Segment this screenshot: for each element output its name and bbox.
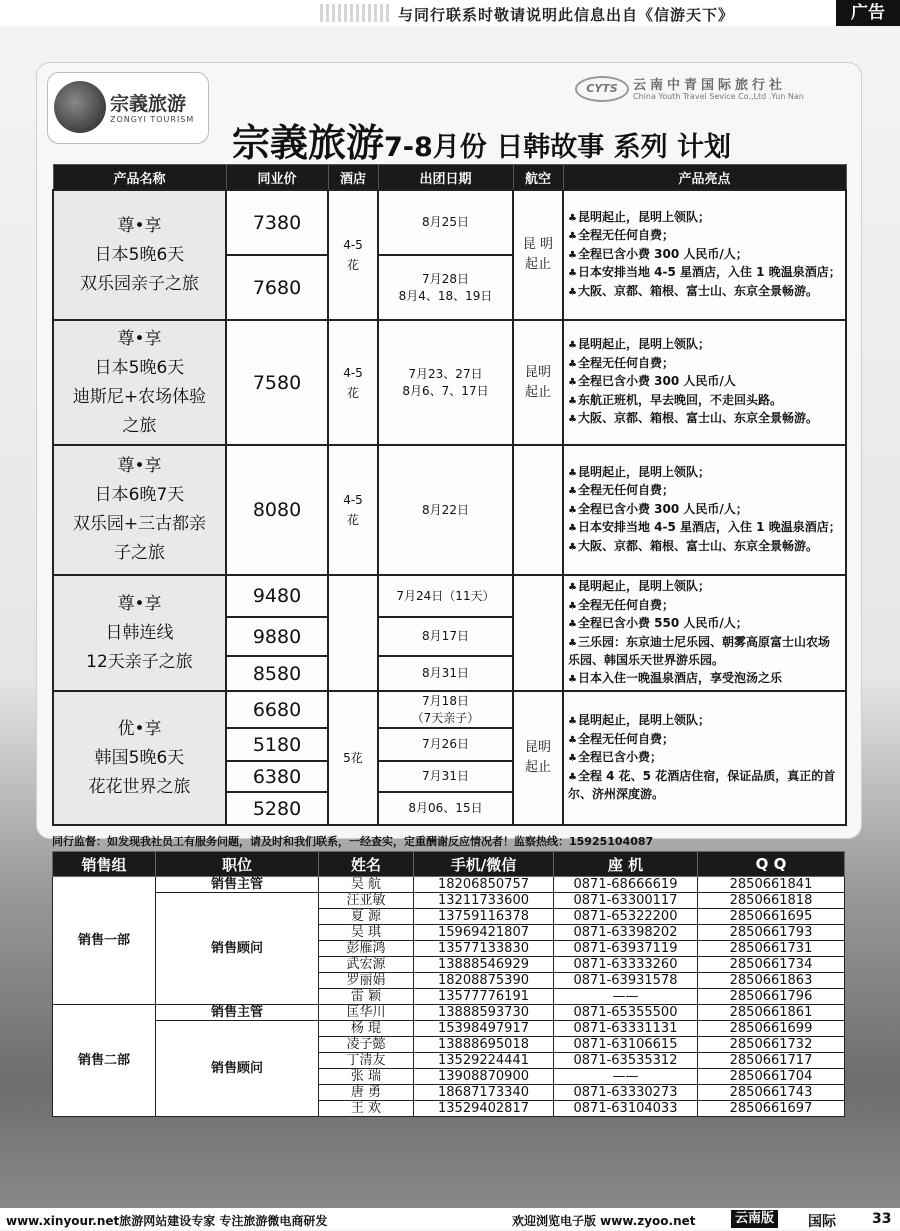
col-header-position: 职位 <box>156 852 319 877</box>
product-name-line: 日本5晚6天 <box>94 357 185 378</box>
product-hotel-line: 4-5 <box>343 493 363 507</box>
departure-date-line: 7月23、27日 <box>408 366 483 381</box>
product-highlights <box>563 190 846 320</box>
col-header-name: 姓名 <box>319 852 414 877</box>
highlight-item: ♣ 昆明起止，昆明上领队； <box>568 336 841 355</box>
col-header-flight: 航空 <box>513 165 563 191</box>
staff-mobile: 13888695018 <box>414 1037 554 1053</box>
staff-landline: 0871-63535312 <box>554 1053 698 1069</box>
col-header-price: 同业价 <box>226 165 328 191</box>
staff-landline: —— <box>554 989 698 1005</box>
staff-row <box>53 1021 845 1037</box>
product-name-line: 尊•享 <box>117 456 162 476</box>
staff-qq: 2850661796 <box>698 989 845 1005</box>
product-name <box>53 190 226 320</box>
departure-date-line: 8月6、7、17日 <box>402 383 489 398</box>
departure-date-line: 7月18日 <box>422 693 469 708</box>
departure-date-line: 8月17日 <box>422 629 469 644</box>
staff-qq: 2850661818 <box>698 893 845 909</box>
product-name-line: 双乐园亲子之旅 <box>80 273 199 294</box>
staff-position: 销售顾问 <box>156 893 319 1005</box>
staff-qq: 2850661697 <box>698 1101 845 1117</box>
product-name-line: 优•享 <box>117 718 162 739</box>
staff-qq: 2850661731 <box>698 941 845 957</box>
product-price: 8580 <box>226 656 328 691</box>
product-name-line: 日本6晚7天 <box>94 485 185 505</box>
staff-mobile: 13211733600 <box>414 893 554 909</box>
staff-name: 杨 琨 <box>319 1021 414 1037</box>
staff-name: 凌子懿 <box>319 1037 414 1053</box>
product-price: 7380 <box>226 190 328 255</box>
product-row <box>53 445 846 575</box>
highlight-item: ♣ 昆明起止，昆明上领队； <box>568 712 841 731</box>
product-name <box>53 445 226 575</box>
departure-date-line: 7月26日 <box>422 737 469 751</box>
departure-date <box>378 445 513 575</box>
staff-landline: 0871-63300117 <box>554 893 698 909</box>
highlight-item: ♣ 全程无任何自费； <box>568 597 841 616</box>
departure-date-line: （7天亲子） <box>411 710 480 725</box>
zongyi-logo <box>47 72 209 144</box>
staff-mobile: 13759116378 <box>414 909 554 925</box>
staff-landline: 0871-65322200 <box>554 909 698 925</box>
product-highlights <box>563 445 846 575</box>
staff-landline: 0871-63333260 <box>554 957 698 973</box>
product-name-line: 双乐园+三古都亲 <box>72 514 207 534</box>
product-price: 9480 <box>226 575 328 617</box>
staff-mobile: 18687173340 <box>414 1085 554 1101</box>
staff-mobile: 13908870900 <box>414 1069 554 1085</box>
staff-table-header <box>53 852 845 877</box>
col-header-date: 出团日期 <box>378 165 513 191</box>
product-price: 5180 <box>226 728 328 761</box>
departure-date-line: 8月31日 <box>422 666 469 681</box>
staff-name: 唐 勇 <box>319 1085 414 1101</box>
departure-date <box>378 617 513 656</box>
page-title <box>232 112 731 167</box>
ad-label: 广告 <box>836 0 900 26</box>
product-hotel-line: 花 <box>346 258 359 272</box>
highlight-item: ♣ 昆明起止，昆明上领队； <box>568 578 841 597</box>
staff-mobile: 15398497917 <box>414 1021 554 1037</box>
staff-qq: 2850661704 <box>698 1069 845 1085</box>
product-table-header <box>53 165 846 191</box>
staff-qq: 2850661793 <box>698 925 845 941</box>
staff-qq: 2850661699 <box>698 1021 845 1037</box>
highlight-item: ♣ 全程无任何自费； <box>568 227 841 246</box>
product-highlights <box>563 320 846 445</box>
product-price: 6680 <box>226 691 328 728</box>
departure-date-line: 8月22日 <box>422 502 469 517</box>
highlight-item: ♣ 三乐园：东京迪士尼乐园、朝雾高原富士山农场乐园、韩国乐天世界游乐园。 <box>568 634 841 670</box>
departure-date-line: 7月31日 <box>422 769 469 783</box>
product-price: 8080 <box>226 445 328 575</box>
staff-qq: 2850661734 <box>698 957 845 973</box>
departure-date-line: 8月25日 <box>422 215 469 229</box>
product-flight-line: 昆明 <box>524 364 551 380</box>
staff-qq: 2850661863 <box>698 973 845 989</box>
staff-qq: 2850661861 <box>698 1005 845 1021</box>
top-banner <box>0 0 900 26</box>
product-hotel-line: 4-5 <box>343 238 363 252</box>
departure-date <box>378 691 513 728</box>
product-price: 7580 <box>226 320 328 445</box>
highlight-item: ♣ 全程已含小费 550 人民币/人； <box>568 615 841 634</box>
staff-name: 张 瑞 <box>319 1069 414 1085</box>
departure-date <box>378 575 513 617</box>
product-row <box>53 575 846 617</box>
highlight-item: ♣ 昆明起止，昆明上领队； <box>568 209 841 228</box>
staff-name: 匡华川 <box>319 1005 414 1021</box>
staff-table <box>52 851 845 1117</box>
product-name <box>53 320 226 445</box>
staff-row <box>53 1005 845 1021</box>
highlight-item: ♣ 大阪、京都、箱根、富士山、东京全景畅游。 <box>568 283 841 302</box>
product-hotel <box>328 190 378 320</box>
product-flight-line: 起止 <box>524 257 551 272</box>
partner-english: China Youth Travel Sevice Co.,Ltd .Yun Nan <box>633 92 804 101</box>
page-number: 33 <box>872 1211 892 1227</box>
product-name-line: 12天亲子之旅 <box>86 651 193 672</box>
highlight-item: ♣ 全程已含小费； <box>568 749 841 768</box>
highlight-item: ♣ 全程 4 花、5 花酒店住宿，保证品质，真正的首尔、济州深度游。 <box>568 768 841 804</box>
cyts-mark-icon: CYTS <box>575 76 629 102</box>
product-flight-line: 昆 明 <box>522 237 554 252</box>
product-name-line: 花花世界之旅 <box>88 776 191 797</box>
staff-landline: 0871-63104033 <box>554 1101 698 1117</box>
staff-name: 雷 颖 <box>319 989 414 1005</box>
product-hotel-line: 花 <box>346 513 359 527</box>
product-row <box>53 691 846 728</box>
col-header-phone: 座 机 <box>554 852 698 877</box>
staff-qq: 2850661717 <box>698 1053 845 1069</box>
departure-date <box>378 728 513 761</box>
product-name-line: 韩国5晚6天 <box>94 747 185 768</box>
departure-date-line: 7月28日 <box>422 271 469 286</box>
staff-mobile: 13888546929 <box>414 957 554 973</box>
staff-name: 丁清友 <box>319 1053 414 1069</box>
col-header-highlights: 产品亮点 <box>563 165 846 191</box>
staff-mobile: 13888593730 <box>414 1005 554 1021</box>
staff-mobile: 18208875390 <box>414 973 554 989</box>
staff-qq: 2850661732 <box>698 1037 845 1053</box>
staff-mobile: 18206850757 <box>414 877 554 893</box>
product-hotel <box>328 575 378 691</box>
product-hotel <box>328 691 378 825</box>
highlight-item: ♣ 昆明起止，昆明上领队； <box>568 464 841 483</box>
product-name <box>53 575 226 691</box>
product-name <box>53 691 226 825</box>
staff-qq: 2850661695 <box>698 909 845 925</box>
product-name-line: 之旅 <box>122 415 157 436</box>
departure-date <box>378 761 513 792</box>
product-flight <box>513 320 563 445</box>
staff-mobile: 13577133830 <box>414 941 554 957</box>
product-row <box>53 320 846 445</box>
staff-landline: —— <box>554 1069 698 1085</box>
product-hotel-line: 花 <box>346 385 359 400</box>
product-flight-line: 起止 <box>524 384 551 400</box>
staff-landline: 0871-63931578 <box>554 973 698 989</box>
product-highlights <box>563 691 846 825</box>
footer-left-text: www.xinyour.net旅游网站建设专家 专注旅游微电商研发 <box>6 1214 328 1228</box>
product-table <box>52 164 847 826</box>
staff-row <box>53 893 845 909</box>
footer-website-text: 欢迎浏览电子版 www.zyoo.net <box>512 1214 696 1228</box>
highlight-item: ♣ 日本入住一晚温泉酒店，享受泡汤之乐 <box>568 670 841 689</box>
col-header-group: 销售组 <box>53 852 156 877</box>
staff-qq: 2850661743 <box>698 1085 845 1101</box>
departure-date-line: 8月06、15日 <box>408 801 483 815</box>
product-flight <box>513 190 563 320</box>
product-flight <box>513 691 563 825</box>
staff-landline: 0871-63106615 <box>554 1037 698 1053</box>
highlight-item: ♣ 大阪、京都、箱根、富士山、东京全景畅游。 <box>568 410 841 429</box>
departure-date <box>378 656 513 691</box>
staff-name: 罗丽娟 <box>319 973 414 989</box>
product-price: 9880 <box>226 617 328 656</box>
source-notice: 与同行联系时敬请说明此信息出自《信游天下》 <box>398 6 735 24</box>
staff-name: 彭雁鸿 <box>319 941 414 957</box>
col-header-hotel: 酒店 <box>328 165 378 191</box>
supervision-hotline: 同行监督：如发现我社员工有服务问题，请及时和我们联系，一经查实，定重酬谢反应情况者！监察热线：15925104087 <box>52 835 654 848</box>
staff-landline: 0871-63331131 <box>554 1021 698 1037</box>
product-row <box>53 190 846 255</box>
product-hotel <box>328 320 378 445</box>
product-name-line: 日本5晚6天 <box>94 244 185 265</box>
highlight-item: ♣ 东航正班机，早去晚回，不走回头路。 <box>568 392 841 411</box>
staff-landline: 0871-63398202 <box>554 925 698 941</box>
page-footer <box>0 1208 900 1230</box>
staff-landline: 0871-63330273 <box>554 1085 698 1101</box>
col-header-product: 产品名称 <box>53 165 226 191</box>
product-name-line: 尊•享 <box>117 215 162 236</box>
staff-name: 武宏源 <box>319 957 414 973</box>
staff-qq: 2850661841 <box>698 877 845 893</box>
product-name-line: 迪斯尼+农场体验 <box>72 386 207 407</box>
departure-date <box>378 792 513 825</box>
product-flight-line: 昆明 <box>524 740 551 755</box>
product-flight <box>513 575 563 691</box>
staff-position: 销售主管 <box>156 877 319 893</box>
staff-mobile: 15969421807 <box>414 925 554 941</box>
departure-date-line: 7月24日（11天） <box>396 588 495 603</box>
product-price: 6380 <box>226 761 328 792</box>
highlight-item: ♣ 全程已含小费 300 人民币/人； <box>568 501 841 520</box>
staff-position: 销售主管 <box>156 1005 319 1021</box>
highlight-item: ♣ 日本安排当地 4-5 星酒店，入住 1 晚温泉酒店； <box>568 519 841 538</box>
staff-name: 夏 源 <box>319 909 414 925</box>
title-subtitle: 7-8月份 日韩故事 系列 计划 <box>384 132 731 163</box>
highlight-item: ♣ 全程已含小费 300 人民币/人； <box>568 246 841 265</box>
partner-logo <box>575 72 855 110</box>
logo-english: ZONGYI TOURISM <box>110 115 195 124</box>
staff-mobile: 13529224441 <box>414 1053 554 1069</box>
departure-date <box>378 255 513 320</box>
highlight-item: ♣ 全程无任何自费； <box>568 731 841 750</box>
logo-name: 宗義旅游 <box>110 93 187 115</box>
col-header-mobile: 手机/微信 <box>414 852 554 877</box>
staff-name: 汪亚敏 <box>319 893 414 909</box>
product-flight <box>513 445 563 575</box>
staff-landline: 0871-65355500 <box>554 1005 698 1021</box>
highlight-item: ♣ 全程无任何自费； <box>568 482 841 501</box>
departure-date <box>378 190 513 255</box>
staff-landline: 0871-68666619 <box>554 877 698 893</box>
staff-name: 王 欢 <box>319 1101 414 1117</box>
product-name-line: 尊•享 <box>117 593 162 614</box>
banner-pattern <box>320 4 390 22</box>
title-brand: 宗義旅游 <box>232 121 385 165</box>
partner-name: 云南中青国际旅行社 <box>633 78 787 93</box>
product-name-line: 日韩连线 <box>105 622 174 643</box>
staff-landline: 0871-63937119 <box>554 941 698 957</box>
highlight-item: ♣ 全程已含小费 300 人民币/人 <box>568 373 841 392</box>
staff-row <box>53 877 845 893</box>
product-price: 5280 <box>226 792 328 825</box>
product-price: 7680 <box>226 255 328 320</box>
departure-date-line: 8月4、18、19日 <box>398 288 493 303</box>
highlight-item: ♣ 全程无任何自费； <box>568 355 841 374</box>
footprint-emblem-icon <box>54 81 106 133</box>
staff-position: 销售顾问 <box>156 1021 319 1117</box>
staff-mobile: 13529402817 <box>414 1101 554 1117</box>
product-hotel <box>328 445 378 575</box>
product-name-line: 子之旅 <box>114 543 165 563</box>
staff-mobile: 13577776191 <box>414 989 554 1005</box>
sales-group: 销售二部 <box>53 1005 156 1117</box>
highlight-item: ♣ 大阪、京都、箱根、富士山、东京全景畅游。 <box>568 538 841 557</box>
highlight-item: ♣ 日本安排当地 4-5 星酒店，入住 1 晚温泉酒店； <box>568 264 841 283</box>
edition-tag: 云南版 <box>731 1210 778 1228</box>
staff-name: 吴 航 <box>319 877 414 893</box>
col-header-qq: Q Q <box>698 852 845 877</box>
sales-group: 销售一部 <box>53 877 156 1005</box>
product-highlights <box>563 575 846 691</box>
product-name-line: 尊•享 <box>117 328 162 349</box>
section-label: 国际 <box>808 1214 836 1230</box>
product-flight-line: 起止 <box>524 760 551 775</box>
departure-date <box>378 320 513 445</box>
staff-name: 吴 琪 <box>319 925 414 941</box>
product-hotel-line: 4-5 <box>343 365 363 380</box>
product-hotel-line: 5花 <box>343 751 363 765</box>
